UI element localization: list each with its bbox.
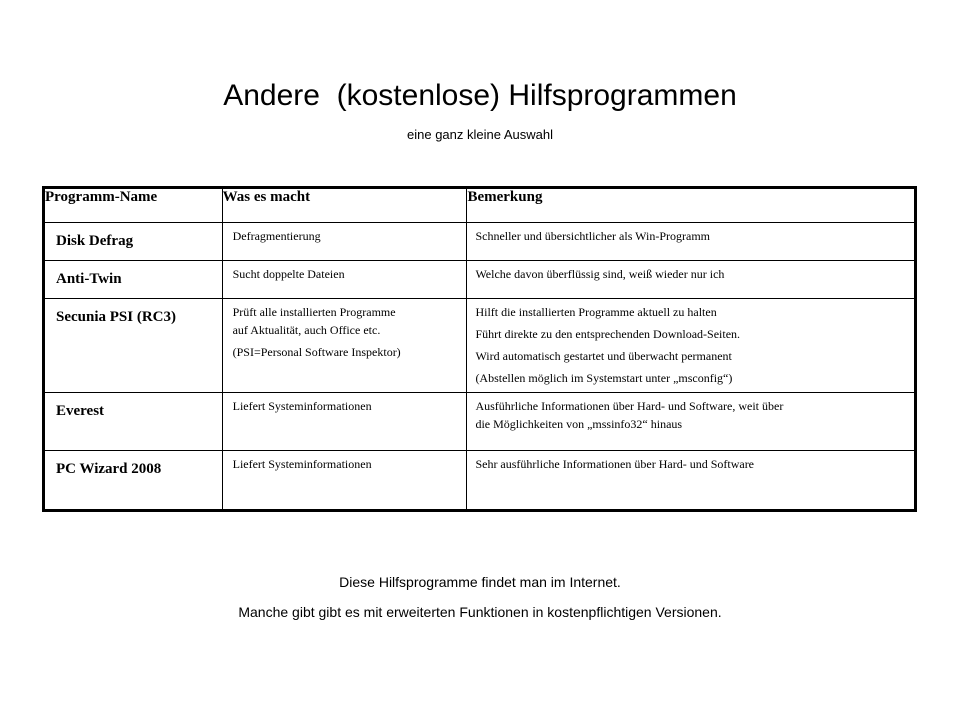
program-note-cell <box>467 223 916 261</box>
table-row <box>44 393 916 451</box>
program-name-cell: Everest <box>44 393 223 451</box>
header-what-it-does: Was es macht <box>222 188 467 223</box>
program-desc-cell <box>222 261 467 299</box>
program-desc-cell <box>222 299 467 393</box>
programs-table <box>42 186 917 512</box>
desc-line: Sucht doppelte Dateien <box>232 267 345 281</box>
program-desc-cell <box>222 393 467 451</box>
header-remark: Bemerkung <box>467 188 916 223</box>
table-row <box>44 451 916 511</box>
program-note-cell <box>467 451 916 511</box>
page-title: Andere (kostenlose) Hilfsprogrammen <box>223 79 737 112</box>
note-line: Wird automatisch gestartet und überwacht permanent <box>475 349 732 363</box>
program-name-cell: Anti-Twin <box>44 261 223 299</box>
table-row <box>44 261 916 299</box>
desc-line: (PSI=Personal Software Inspektor) <box>232 345 401 359</box>
footer-line-2: Manche gibt gibt es mit erweiterten Funktionen in kostenpflichtigen Versionen. <box>238 604 722 620</box>
program-name-cell: Disk Defrag <box>44 223 223 261</box>
program-note-cell <box>467 261 916 299</box>
header-program-name: Programm-Name <box>44 188 223 223</box>
desc-line: Prüft alle installierten Programme <box>232 305 396 319</box>
note-line: Sehr ausführliche Informationen über Hard- und Software <box>475 457 755 471</box>
program-name-cell: Secunia PSI (RC3) <box>44 299 223 393</box>
program-name-cell: PC Wizard 2008 <box>44 451 223 511</box>
program-note-cell <box>467 393 916 451</box>
desc-line: Liefert Systeminformationen <box>232 457 372 471</box>
program-desc-cell <box>222 223 467 261</box>
note-line: Hilft die installierten Programme aktuell zu halten <box>475 305 717 319</box>
desc-line: Liefert Systeminformationen <box>232 399 372 413</box>
note-line: Ausführliche Informationen über Hard- und Software, weit über <box>475 399 784 413</box>
table-row <box>44 299 916 393</box>
note-line: (Abstellen möglich im Systemstart unter „msconfig“) <box>475 371 733 385</box>
table-row <box>44 223 916 261</box>
note-line: Führt direkte zu den entsprechenden Download-Seiten. <box>475 327 741 341</box>
footer-line-1: Diese Hilfsprogramme findet man im Internet. <box>339 574 621 590</box>
note-line: Welche davon überflüssig sind, weiß wieder nur ich <box>475 267 725 281</box>
desc-line: auf Aktualität, auch Office etc. <box>232 323 381 337</box>
program-note-cell <box>467 299 916 393</box>
page-subtitle: eine ganz kleine Auswahl <box>407 127 553 142</box>
table-header-row <box>44 188 916 223</box>
note-line: Schneller und übersichtlicher als Win-Programm <box>475 229 711 243</box>
note-line: die Möglichkeiten von „mssinfo32“ hinaus <box>475 417 683 431</box>
desc-line: Defragmentierung <box>232 229 321 243</box>
program-desc-cell <box>222 451 467 511</box>
